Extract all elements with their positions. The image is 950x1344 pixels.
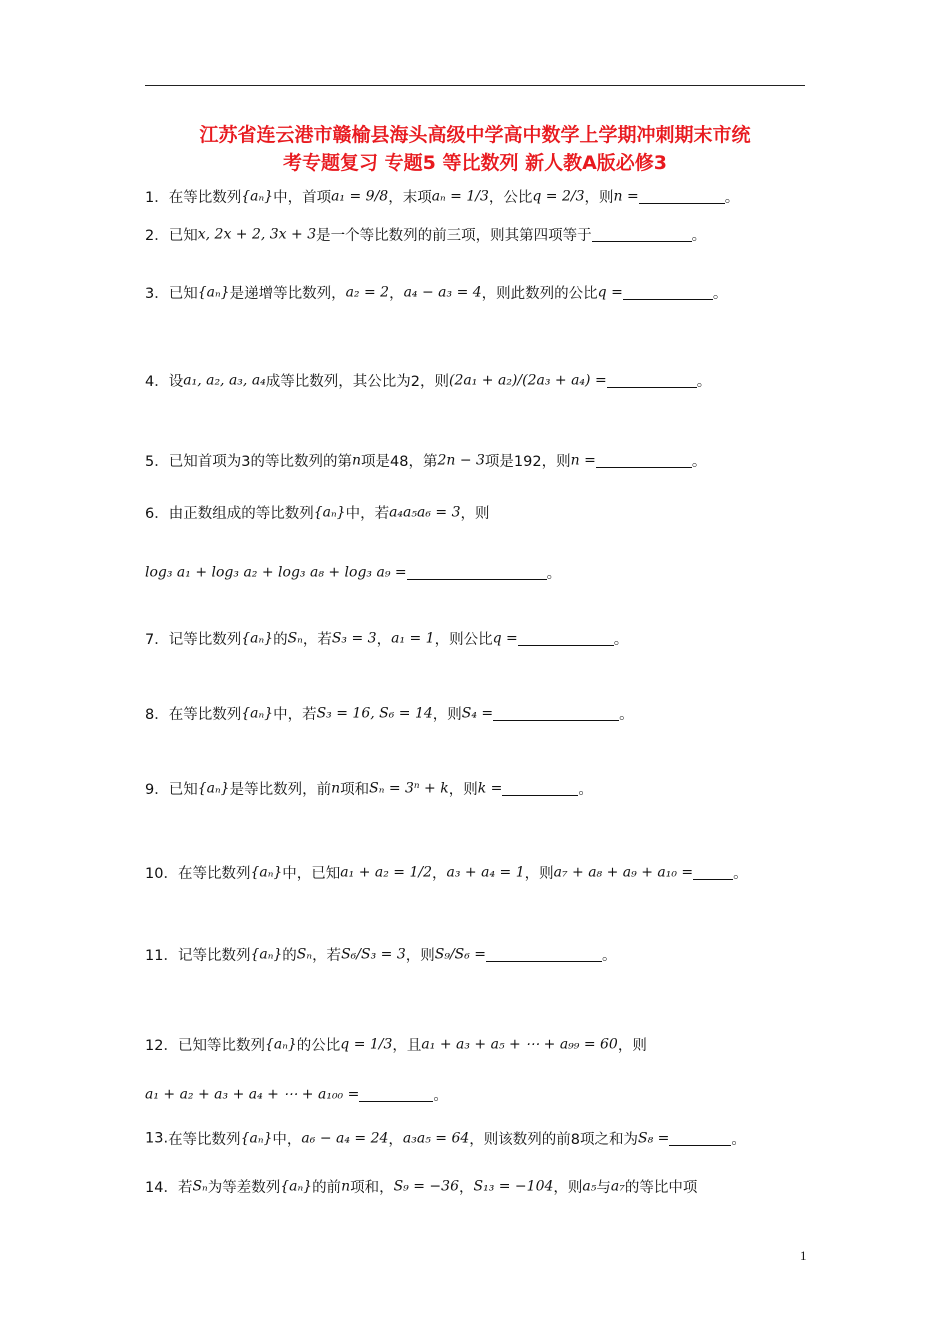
answer-blank[interactable] xyxy=(359,1087,433,1102)
answer-blank[interactable] xyxy=(596,453,692,468)
answer-blank[interactable] xyxy=(639,189,725,204)
question-14: 14．若Sₙ为等差数列{aₙ}的前n项和，S₉ = −36，S₁₃ = −104，则a₅与a₇的等比中项 xyxy=(145,1178,698,1196)
answer-blank[interactable] xyxy=(502,781,578,796)
answer-blank[interactable] xyxy=(607,373,697,388)
question-12: 12．已知等比数列{aₙ}的公比q = 1/3，且a₁ + a₃ + a₅ + ⋯ + a₉₉ = 60，则 xyxy=(145,1036,647,1054)
document-title-line-1: 江苏省连云港市赣榆县海头高级中学高中数学上学期冲刺期末市统 xyxy=(199,124,751,146)
header-rule xyxy=(145,85,805,86)
document-title-line-2: 考专题复习 专题5 等比数列 新人教A版必修3 xyxy=(283,152,667,174)
answer-blank[interactable] xyxy=(407,565,547,580)
answer-blank[interactable] xyxy=(518,631,614,646)
page-number: 1 xyxy=(800,1248,807,1263)
answer-blank[interactable] xyxy=(486,947,602,962)
question-13: 13.在等比数列{aₙ}中，a₆ − a₄ = 24，a₃a₅ = 64，则该数列的前8项之和为S₈ = 。 xyxy=(145,1130,746,1148)
question-6: 6．由正数组成的等比数列{aₙ}中，若a₄a₅a₆ = 3，则 xyxy=(145,504,490,522)
question-9: 9．已知{aₙ}是等比数列，前n项和Sₙ = 3ⁿ + k，则k = 。 xyxy=(145,780,593,798)
question-8: 8．在等比数列{aₙ}中，若S₃ = 16, S₆ = 14，则S₄ = 。 xyxy=(145,705,634,723)
question-4: 4．设a₁, a₂, a₃, a₄成等比数列，其公比为2，则(2a₁ + a₂)/(2a₃ + a₄) = 。 xyxy=(145,372,712,390)
answer-blank[interactable] xyxy=(623,285,713,300)
question-3: 3．已知{aₙ}是递增等比数列，a₂ = 2，a₄ − a₃ = 4，则此数列的公比q = 。 xyxy=(145,284,728,302)
answer-blank[interactable] xyxy=(493,706,619,721)
question-10: 10．在等比数列{aₙ}中，已知a₁ + a₂ = 1/2，a₃ + a₄ = 1，则a₇ + a₈ + a₉ + a₁₀ = 。 xyxy=(145,864,748,882)
answer-blank[interactable] xyxy=(669,1131,731,1146)
answer-blank[interactable] xyxy=(693,865,733,880)
answer-blank[interactable] xyxy=(592,227,692,242)
question-1: 1．在等比数列{aₙ}中，首项a₁ = 9/8，末项aₙ = 1/3，公比q = 2/3，则n = 。 xyxy=(145,188,740,206)
question-2: 2．已知x, 2x + 2, 3x + 3是一个等比数列的前三项，则其第四项等于 。 xyxy=(145,226,707,244)
question-5: 5．已知首项为3的等比数列的第n项是48，第2n − 3项是192，则n = 。 xyxy=(145,452,707,470)
question-7: 7．记等比数列{aₙ}的Sₙ，若S₃ = 3，a₁ = 1，则公比q = 。 xyxy=(145,630,629,648)
question-11: 11．记等比数列{aₙ}的Sₙ，若S₆/S₃ = 3，则S₉/S₆ = 。 xyxy=(145,946,617,964)
question-12-line-2: a₁ + a₂ + a₃ + a₄ + ⋯ + a₁₀₀ = 。 xyxy=(145,1086,448,1104)
question-6-line-2: log₃ a₁ + log₃ a₂ + log₃ a₈ + log₃ a₉ = 。 xyxy=(145,564,562,582)
